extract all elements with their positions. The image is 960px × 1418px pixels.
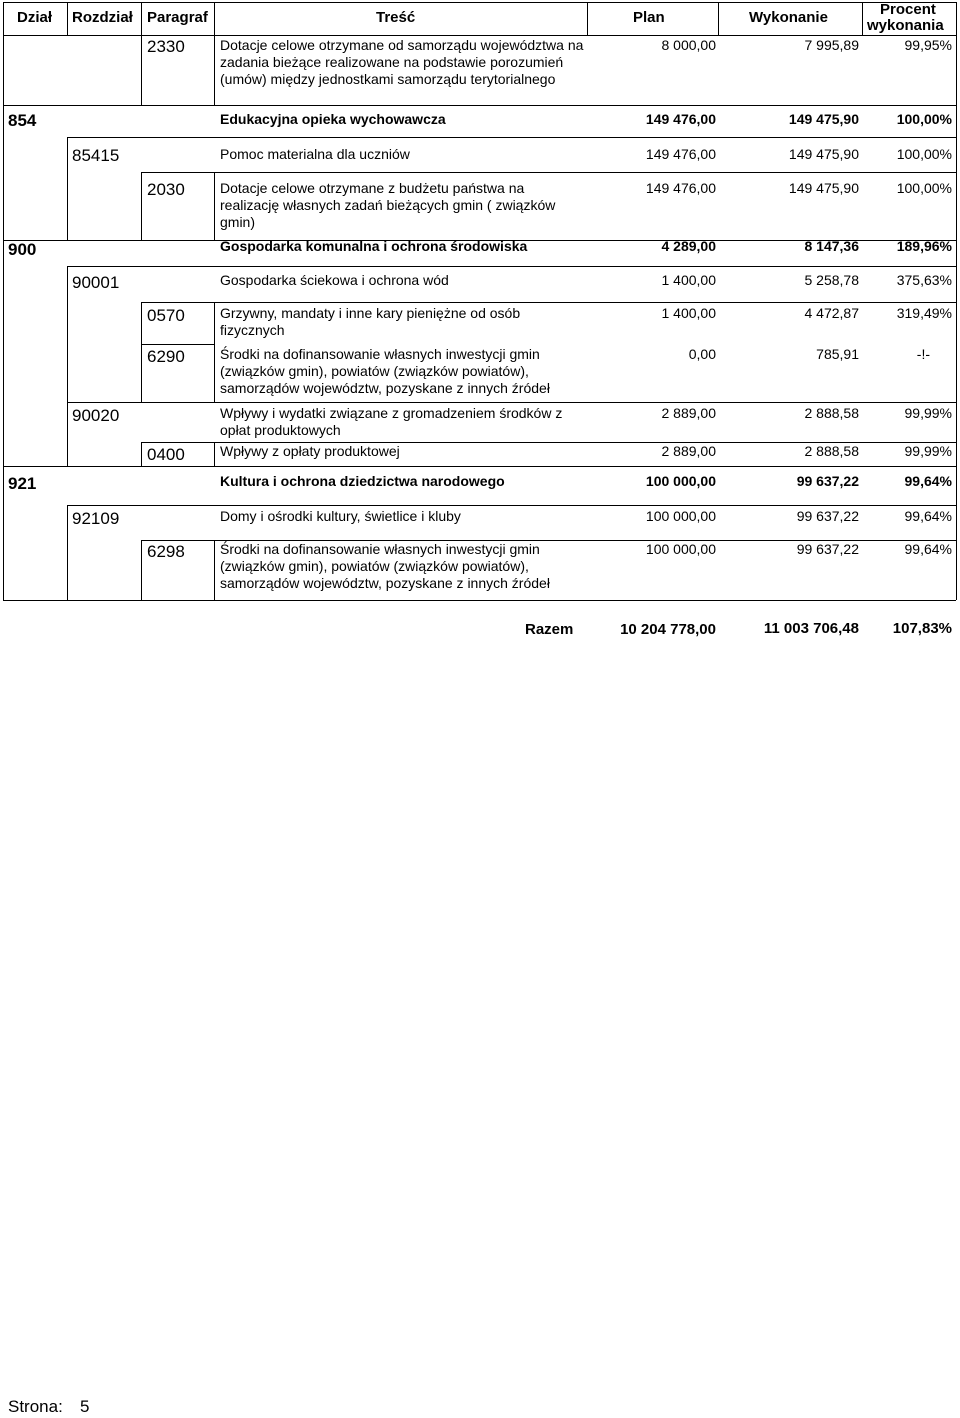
total-wykonanie: 11 003 706,48: [763, 620, 859, 637]
row-description: Gospodarka komunalna i ochrona środowiska: [220, 238, 528, 254]
row-description: Grzywny, mandaty i inne kary pieniężne od osób fizycznych: [220, 305, 521, 338]
paragraf-code: 2330: [147, 37, 185, 56]
row-description: Wpływy i wydatki związane z gromadzeniem środków z opłat produktowych: [220, 405, 563, 438]
row-description: Gospodarka ściekowa i ochrona wód: [220, 272, 449, 288]
percent-value: 100,00%: [896, 180, 952, 196]
plan-value: 8 000,00: [661, 37, 716, 53]
wykonanie-value: 99 637,22: [796, 473, 859, 489]
header-dzial: Dział: [17, 9, 53, 26]
wykonanie-value: 4 472,87: [804, 305, 859, 321]
wykonanie-value: 2 888,58: [804, 405, 859, 421]
plan-value: 100 000,00: [645, 508, 716, 524]
row-description: Dotacje celowe otrzymane z budżetu państwa na realizację własnych zadań bieżących gmin ( związków gmin): [220, 180, 556, 230]
header-wykonanie: Wykonanie: [749, 9, 828, 26]
wykonanie-value: 785,91: [816, 346, 859, 362]
row-description: Edukacyjna opieka wychowawcza: [220, 111, 446, 127]
dzial-code: 921: [8, 474, 37, 493]
dzial-code: 900: [8, 240, 37, 259]
percent-value: 99,99%: [904, 405, 952, 421]
plan-value: 149 476,00: [645, 146, 716, 162]
percent-value: 319,49%: [896, 305, 952, 321]
percent-value: 99,64%: [904, 541, 952, 557]
wykonanie-value: 5 258,78: [804, 272, 859, 288]
wykonanie-value: 2 888,58: [804, 443, 859, 459]
plan-value: 1 400,00: [661, 305, 716, 321]
percent-value: -!-: [916, 346, 930, 362]
dzial-code: 854: [8, 111, 37, 130]
total-percent: 107,83%: [892, 620, 952, 637]
plan-value: 149 476,00: [645, 180, 716, 196]
wykonanie-value: 99 637,22: [796, 508, 859, 524]
paragraf-code: 0400: [147, 445, 185, 464]
wykonanie-value: 8 147,36: [804, 238, 859, 254]
row-description: Wpływy z opłaty produktowej: [220, 443, 400, 459]
row-description: Dotacje celowe otrzymane od samorządu województwa na zadania bieżące realizowane na podstawie porozumień (umów) między jednostkami samorządu terytorialnego: [220, 37, 584, 87]
plan-value: 2 889,00: [661, 405, 716, 421]
total-plan: 10 204 778,00: [620, 621, 716, 638]
wykonanie-value: 7 995,89: [804, 37, 859, 53]
percent-value: 375,63%: [896, 272, 952, 288]
rozdzial-code: 85415: [72, 146, 120, 165]
wykonanie-value: 149 475,90: [788, 180, 859, 196]
wykonanie-value: 149 475,90: [788, 146, 859, 162]
rozdzial-code: 90020: [72, 406, 120, 425]
plan-value: 2 889,00: [661, 443, 716, 459]
percent-value: 99,95%: [904, 37, 952, 53]
header-tresc: Treść: [376, 9, 416, 26]
row-description: Kultura i ochrona dziedzictwa narodowego: [220, 473, 505, 489]
total-label: Razem: [525, 621, 574, 638]
row-description: Pomoc materialna dla uczniów: [220, 146, 410, 162]
row-description: Środki na dofinansowanie własnych inwestycji gmin (związków gmin), powiatów (związków powiatów), samorządów województw, pozyskane z innych źródeł: [220, 346, 550, 396]
plan-value: 149 476,00: [645, 111, 716, 127]
percent-value: 99,64%: [904, 508, 952, 524]
paragraf-code: 2030: [147, 180, 185, 199]
plan-value: 100 000,00: [645, 541, 716, 557]
header-plan: Plan: [633, 9, 665, 26]
page-number: 5: [80, 1397, 90, 1416]
wykonanie-value: 99 637,22: [796, 541, 859, 557]
plan-value: 1 400,00: [661, 272, 716, 288]
plan-value: 100 000,00: [645, 473, 716, 489]
rozdzial-code: 92109: [72, 509, 120, 528]
wykonanie-value: 149 475,90: [788, 111, 859, 127]
row-description: Domy i ośrodki kultury, świetlice i kluby: [220, 508, 461, 524]
header-wykonania: wykonania: [867, 17, 944, 34]
header-rozdzial: Rozdział: [72, 9, 133, 26]
percent-value: 99,99%: [904, 443, 952, 459]
header-procent: Procent: [880, 1, 936, 18]
percent-value: 100,00%: [896, 111, 952, 127]
rozdzial-code: 90001: [72, 273, 120, 292]
percent-value: 100,00%: [896, 146, 952, 162]
row-description: Środki na dofinansowanie własnych inwestycji gmin (związków gmin), powiatów (związków powiatów), samorządów województw, pozyskane z innych źródeł: [220, 541, 550, 591]
plan-value: 4 289,00: [661, 238, 716, 254]
paragraf-code: 6290: [147, 347, 185, 366]
percent-value: 189,96%: [896, 238, 952, 254]
percent-value: 99,64%: [904, 473, 952, 489]
plan-value: 0,00: [688, 346, 716, 362]
paragraf-code: 6298: [147, 542, 185, 561]
paragraf-code: 0570: [147, 306, 185, 325]
page-label: Strona:: [8, 1397, 63, 1416]
header-paragraf: Paragraf: [147, 9, 208, 26]
